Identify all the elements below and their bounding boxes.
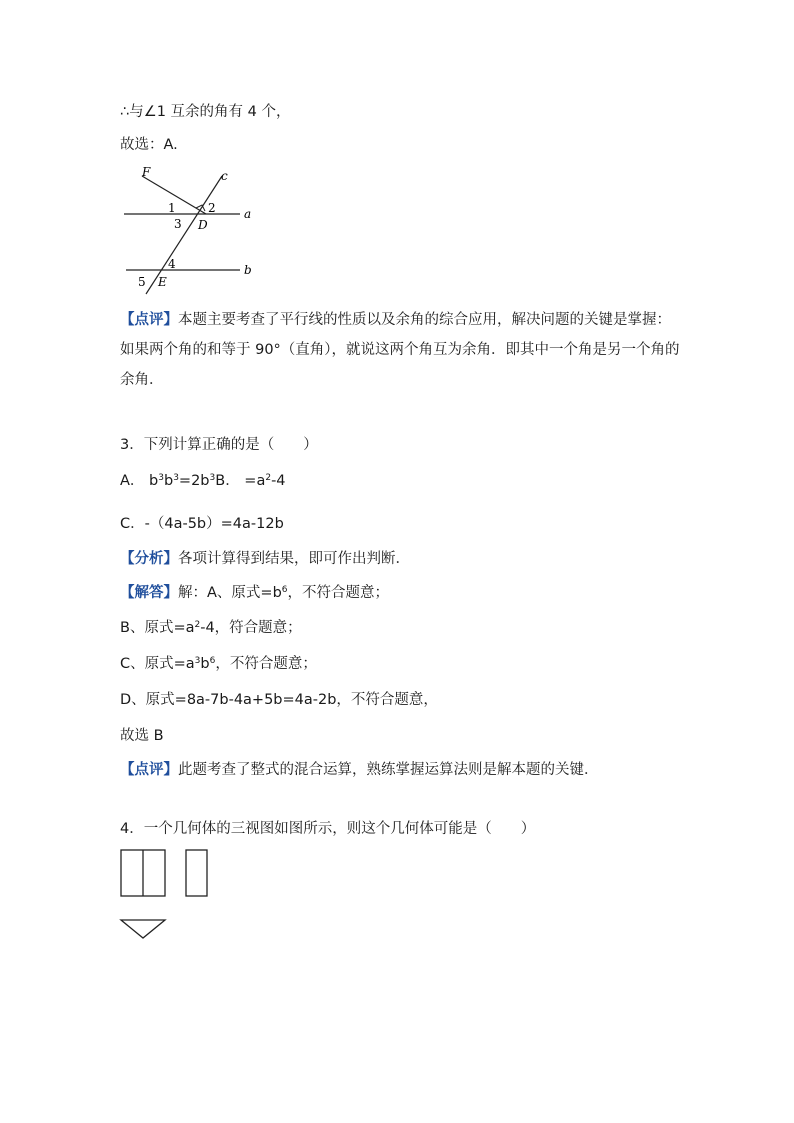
three-views-figure [118, 848, 218, 944]
comment-tag: 【点评】 [120, 312, 178, 328]
comment-line: 【点评】此题考查了整式的混合运算，熟练掌握运算法则是解本题的关键． [120, 762, 599, 778]
answer-c-line: C、原式$=a^3b^6$，不符合题意； [120, 656, 317, 672]
choice-line: 故选 B [120, 728, 164, 744]
label-E: E [158, 275, 167, 289]
parallel-lines-figure [118, 164, 258, 296]
answer-d-line: D、原式=8a-7b-4a+5b=4a-2b，不符合题意， [120, 692, 438, 708]
comment-text: 本题主要考查了平行线的性质以及余角的综合应用，解决问题的关键是掌握：如果两个角的和等于 90°（直角），就说这两个角互为余角．即其中一个角是另一个角的余角． [120, 312, 680, 388]
q3-option-a: A． $b^3b^3=2b^3B$． $=a^2-4$ [120, 473, 286, 489]
label-4: 4 [168, 257, 176, 271]
answer-b-line: B、原式$=a^2-4$，符合题意； [120, 620, 302, 636]
q3-option-c: C．-（4a-5b）=4a-12b [120, 516, 284, 532]
top-view [121, 920, 165, 938]
question-3: 3．下列计算正确的是（ ） [120, 437, 318, 453]
label-1: 1 [168, 201, 176, 215]
answer-line: 【解答】解：A、原式$=b^6$，不符合题意； [120, 585, 390, 601]
question-4: 4．一个几何体的三视图如图所示，则这个几何体可能是（ ） [120, 821, 536, 837]
label-5: 5 [138, 275, 146, 289]
comment-block [120, 305, 680, 395]
label-c: c [221, 169, 228, 183]
label-3: 3 [174, 217, 182, 231]
text-line: 故选：A. [120, 137, 178, 153]
text-line: ∴与∠1 互余的角有 4 个， [120, 104, 291, 120]
analysis-line: 【分析】各项计算得到结果，即可作出判断． [120, 551, 410, 567]
label-b: b [244, 263, 252, 277]
label-a: a [244, 207, 252, 221]
label-D: D [198, 218, 208, 232]
label-F: F [142, 165, 151, 179]
side-view [186, 850, 207, 896]
label-2: 2 [208, 201, 216, 215]
